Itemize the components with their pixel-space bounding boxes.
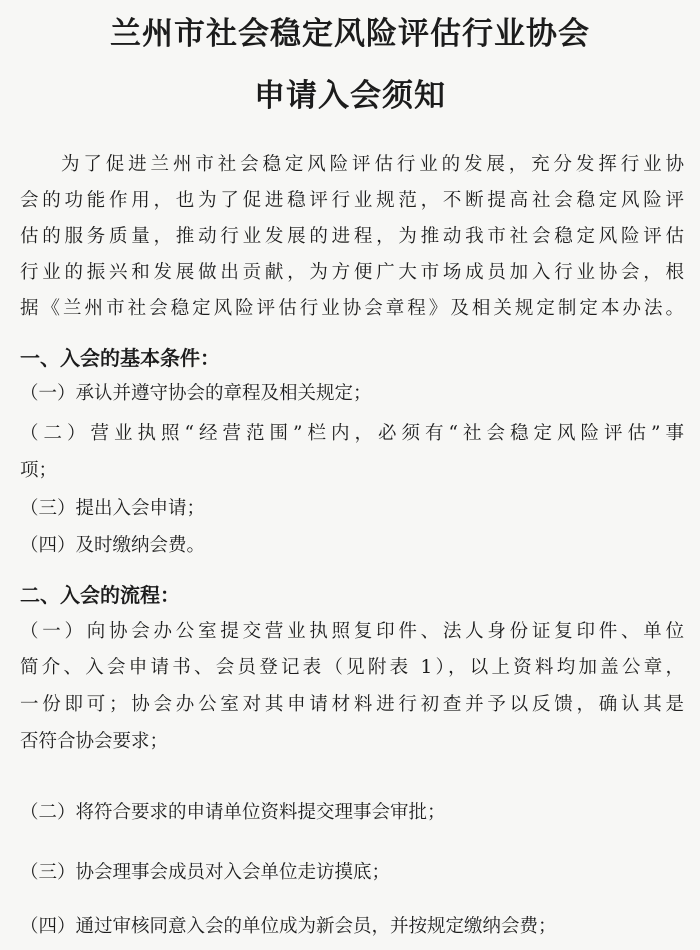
section-1-item-1: （一）承认并遵守协会的章程及相关规定； xyxy=(20,383,372,404)
section-1-item-2-line-2: 项； xyxy=(20,460,58,481)
section-2-item-1-line-2: 简介、入会申请书、会员登记表（见附表 1），以上资料均加盖公章， xyxy=(20,657,684,678)
intro-line-5: 据《兰州市社会稳定风险评估行业协会章程》及相关规定制定本办法。 xyxy=(20,298,684,319)
section-2-item-4: （四）通过审核同意入会的单位成为新会员，并按规定缴纳会费； xyxy=(20,916,557,937)
section-2-item-3: （三）协会理事会成员对入会单位走访摸底； xyxy=(20,862,391,883)
document-title-line-2: 申请入会须知 xyxy=(254,78,446,114)
intro-line-4: 行业的振兴和发展做出贡献，为方便广大市场成员加入行业协会，根 xyxy=(20,262,684,283)
section-2-item-1-line-3: 一份即可；协会办公室对其申请材料进行初查并予以反馈，确认其是 xyxy=(20,694,684,715)
intro-line-1: 为了促进兰州市社会稳定风险评估行业的发展，充分发挥行业协 xyxy=(61,154,684,175)
section-1-item-2-line-1: （二）营业执照“经营范围”栏内，必须有“社会稳定风险评估”事 xyxy=(20,423,684,444)
section-2-item-1-line-4: 否符合协会要求； xyxy=(20,731,169,752)
intro-line-3: 估的服务质量，推动行业发展的进程，为推动我市社会稳定风险评估 xyxy=(20,226,684,247)
section-1-item-4: （四）及时缴纳会费。 xyxy=(20,535,206,556)
section-2-item-2: （二）将符合要求的申请单位资料提交理事会审批； xyxy=(20,802,446,823)
section-2-heading: 二、入会的流程： xyxy=(20,583,180,607)
document-title-line-1: 兰州市社会稳定风险评估行业协会 xyxy=(110,16,590,52)
intro-line-2: 会的功能作用，也为了促进稳评行业规范，不断提高社会稳定风险评 xyxy=(20,190,684,211)
section-2-item-1-line-1: （一）向协会办公室提交营业执照复印件、法人身份证复印件、单位 xyxy=(20,621,684,642)
section-1-heading: 一、入会的基本条件： xyxy=(20,346,220,370)
section-1-item-3: （三）提出入会申请； xyxy=(20,498,206,519)
